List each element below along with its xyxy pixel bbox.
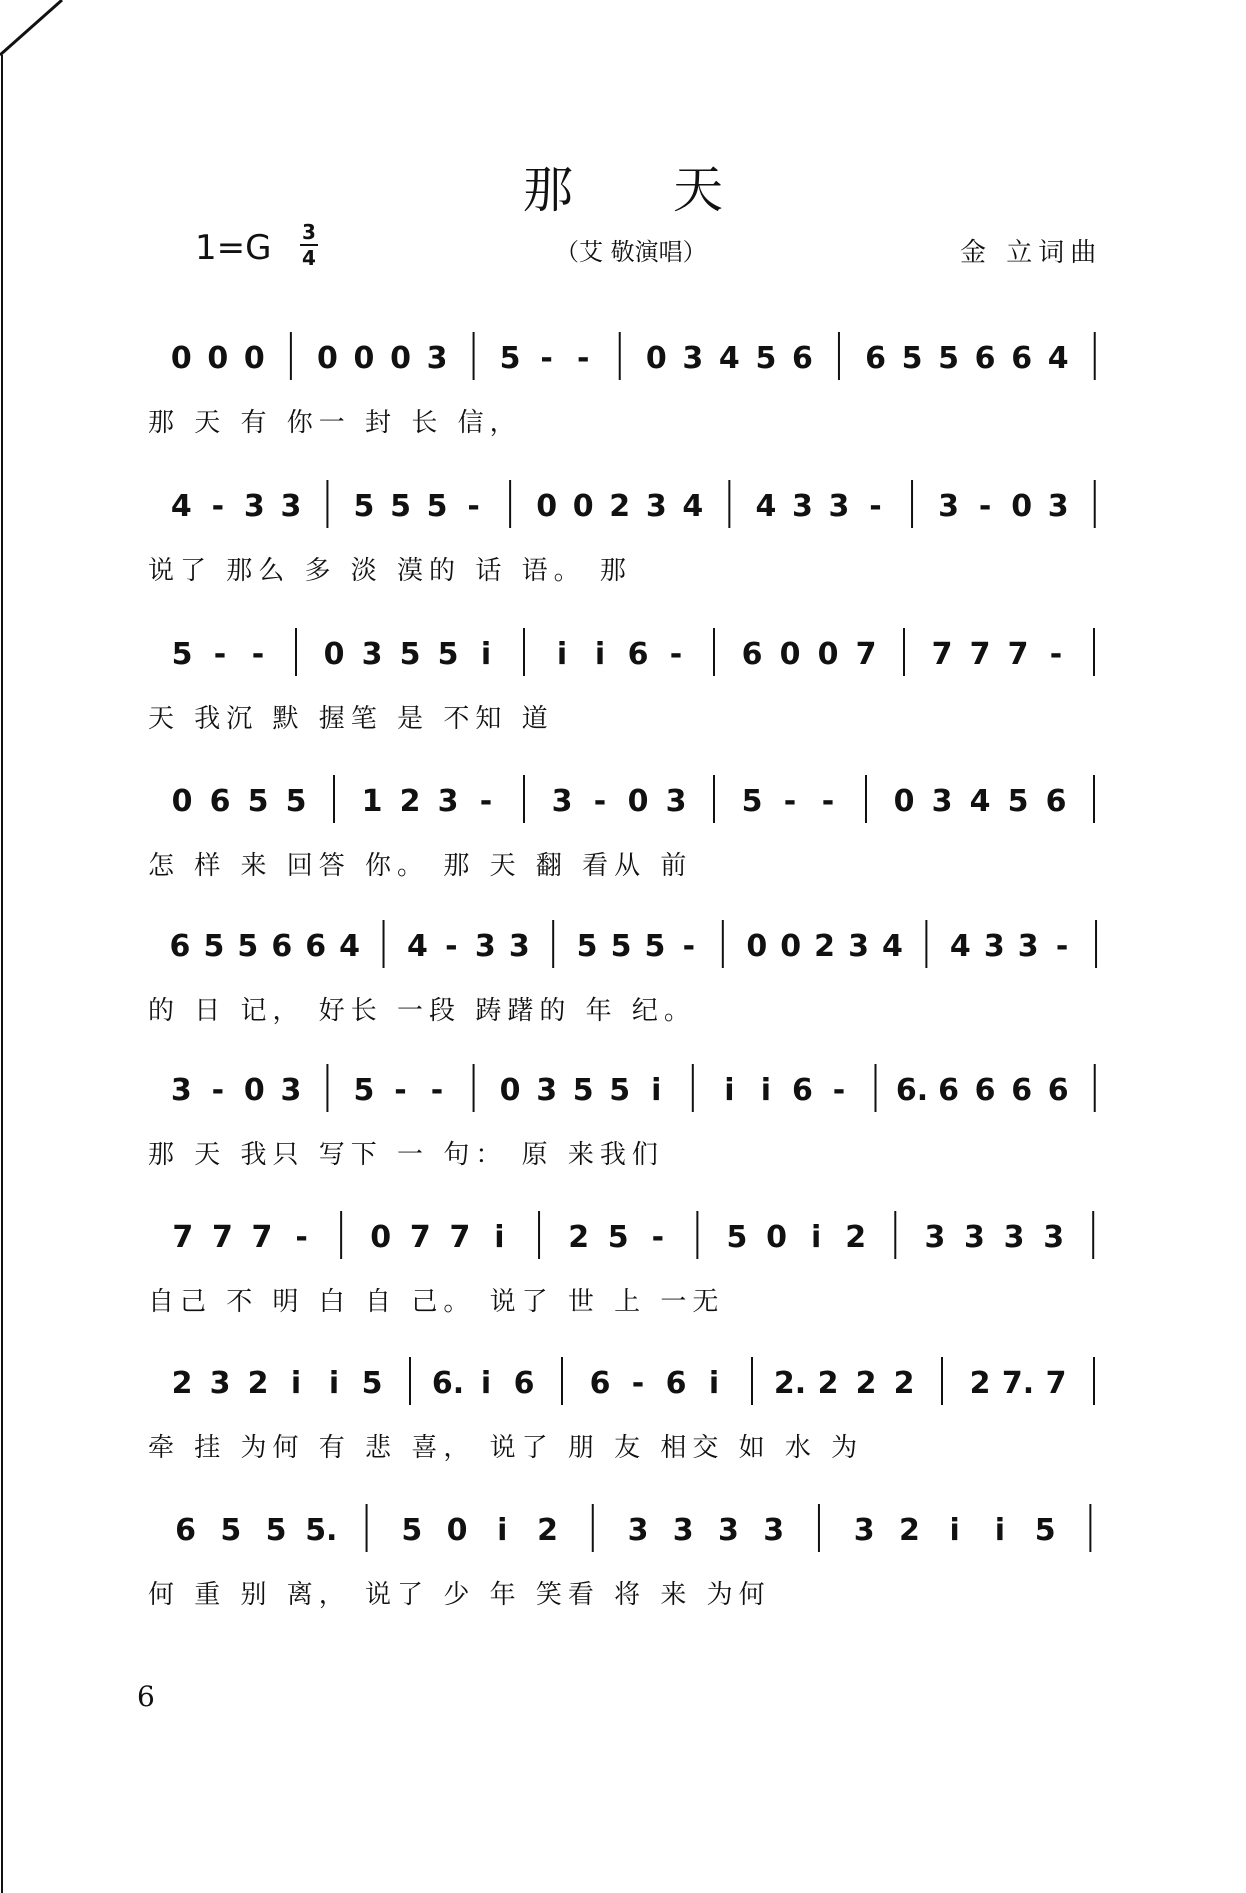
note: 6: [938, 1073, 960, 1108]
note: 6: [589, 1366, 611, 1401]
note: 0: [390, 341, 411, 376]
note: 5: [644, 929, 666, 964]
note: 3: [474, 929, 496, 964]
note: -: [978, 489, 992, 524]
score-system: [0, 1052, 1246, 1202]
note: 5: [361, 1366, 383, 1401]
note: 0: [893, 784, 915, 819]
note: 5: [220, 1513, 242, 1548]
note: 7: [172, 1220, 194, 1255]
note: 5: [399, 637, 421, 672]
note: 0: [499, 1073, 521, 1108]
note: 5: [938, 341, 960, 376]
note: 7: [1045, 1366, 1067, 1401]
note: -: [593, 784, 607, 819]
note: 6: [305, 929, 327, 964]
song-title: 那天: [523, 161, 823, 219]
note: -: [832, 1073, 846, 1108]
note: -: [540, 341, 553, 376]
notation-line: [163, 616, 1113, 686]
note: 1: [361, 784, 383, 819]
key-signature: 1=G: [195, 228, 272, 268]
note: 6: [271, 929, 293, 964]
note: 2: [247, 1366, 269, 1401]
note: -: [783, 784, 797, 819]
note: -: [869, 489, 882, 524]
note: 6: [175, 1513, 197, 1548]
note: 3: [672, 1513, 694, 1548]
note: i: [494, 1220, 505, 1255]
note: i: [328, 1366, 340, 1401]
note: 7: [449, 1220, 471, 1255]
note: 3: [645, 489, 667, 524]
note: 2: [399, 784, 421, 819]
note: 4: [339, 929, 361, 964]
note: -: [251, 637, 265, 672]
note: 3: [718, 1513, 739, 1548]
note: 3: [924, 1220, 946, 1255]
note: 0: [353, 341, 375, 376]
note: 3: [665, 784, 687, 819]
note: 0: [323, 637, 345, 672]
notation-line: [163, 468, 1113, 538]
note: 5: [576, 929, 598, 964]
note: i: [497, 1513, 508, 1548]
note: 4: [407, 929, 428, 964]
score-system: [0, 763, 1246, 913]
note: 7: [1007, 637, 1029, 672]
note: 2.: [773, 1366, 807, 1401]
note: 0: [207, 341, 229, 376]
notation-line: [163, 763, 1113, 833]
note: i: [724, 1073, 735, 1108]
note: 7.: [1001, 1366, 1035, 1401]
score-system: [0, 320, 1246, 470]
note: i: [556, 637, 568, 672]
note: 4: [718, 341, 740, 376]
lyricist-composer-credit: 金 立词曲: [960, 238, 1103, 268]
note: i: [949, 1513, 960, 1548]
note: 0: [170, 341, 192, 376]
note: 4: [755, 489, 777, 524]
note: i: [594, 637, 606, 672]
note: 2: [814, 929, 836, 964]
note: i: [480, 637, 492, 672]
note: 0: [243, 1073, 265, 1108]
note: 0: [572, 489, 594, 524]
note: 5.: [305, 1513, 338, 1548]
note: 6: [865, 341, 886, 376]
note: -: [576, 341, 590, 376]
note: 2: [817, 1366, 839, 1401]
note: 3: [931, 784, 953, 819]
note: 3: [627, 1513, 649, 1548]
note: 5: [203, 929, 225, 964]
note: -: [213, 637, 227, 672]
note: 5: [171, 637, 193, 672]
note: -: [669, 637, 683, 672]
note: 0: [645, 341, 667, 376]
note: 6: [1045, 784, 1067, 819]
lyrics-line: 何 重 别 离， 说了 少 年 笑看 将 来 为何: [148, 1580, 771, 1610]
note: i: [708, 1366, 720, 1401]
notation-line: [163, 1052, 1113, 1122]
notation-line: [163, 320, 1113, 390]
note: 2: [171, 1366, 193, 1401]
note: -: [445, 929, 458, 964]
note: 2: [609, 489, 631, 524]
note: 5: [609, 1073, 631, 1108]
note: 7: [969, 637, 991, 672]
note: 7: [211, 1220, 233, 1255]
note: 4: [682, 489, 704, 524]
note: 5: [726, 1220, 748, 1255]
note: 3: [1047, 489, 1069, 524]
note: 5: [401, 1513, 423, 1548]
score-system: [0, 1199, 1246, 1349]
lyrics-line: 那 天 我只 写下 一 句： 原 来我们: [148, 1140, 664, 1170]
lyrics-line: 那 天 有 你一 封 长 信，: [148, 408, 522, 438]
note: 3: [1017, 929, 1039, 964]
lyrics-line: 说了 那么 多 淡 漠的 话 语。 那: [148, 556, 632, 586]
note: 6: [1047, 1073, 1069, 1108]
note: 0: [316, 341, 338, 376]
note: 5: [237, 929, 259, 964]
note: 5: [353, 489, 375, 524]
note: 0: [171, 784, 193, 819]
note: 6: [791, 1073, 813, 1108]
note: 3: [280, 1073, 302, 1108]
note: 0: [627, 784, 649, 819]
notation-line: [163, 908, 1113, 978]
note: -: [394, 1073, 407, 1108]
note: 5: [572, 1073, 594, 1108]
note: i: [651, 1073, 662, 1108]
note: -: [682, 929, 696, 964]
note: -: [479, 784, 493, 819]
lyrics-line: 自己 不 明 白 自 己。 说了 世 上 一无: [148, 1287, 725, 1317]
note: 6: [1011, 341, 1033, 376]
note: 6: [665, 1366, 687, 1401]
note: 3: [964, 1220, 985, 1255]
note: i: [480, 1366, 492, 1401]
score-system: [0, 616, 1246, 766]
note: 5: [247, 784, 269, 819]
note: 3: [426, 341, 448, 376]
note: i: [290, 1366, 302, 1401]
note: 7: [931, 637, 953, 672]
note: i: [760, 1073, 772, 1108]
note: -: [631, 1366, 645, 1401]
note: -: [211, 489, 225, 524]
score-system: [0, 908, 1246, 1058]
note: 5: [741, 784, 763, 819]
note: 6: [513, 1366, 535, 1401]
note: 0: [1011, 489, 1033, 524]
note: 5: [353, 1073, 375, 1108]
note: 2: [855, 1366, 877, 1401]
note: 6: [974, 341, 996, 376]
score-system: [0, 1345, 1246, 1495]
note: 5: [499, 341, 521, 376]
note: 3: [791, 489, 813, 524]
note: 6: [974, 1073, 996, 1108]
lyrics-line: 牵 挂 为何 有 悲 喜， 说了 朋 友 相交 如 水 为: [148, 1433, 864, 1463]
note: 3: [280, 489, 302, 524]
note: 6.: [431, 1366, 465, 1401]
note: 6: [791, 341, 813, 376]
note: 0: [766, 1220, 787, 1255]
note: -: [467, 489, 480, 524]
note: 4: [949, 929, 971, 964]
note: 5: [265, 1513, 287, 1548]
note: 0: [780, 929, 802, 964]
note: 6: [209, 784, 231, 819]
note: 5: [426, 489, 448, 524]
note: -: [430, 1073, 444, 1108]
note: i: [994, 1513, 1006, 1548]
note: 5: [610, 929, 632, 964]
note: 2: [898, 1513, 920, 1548]
note: 2: [537, 1513, 558, 1548]
note: 5: [285, 784, 307, 819]
note: -: [651, 1220, 665, 1255]
note: 3: [361, 637, 383, 672]
lyrics-line: 天 我沉 默 握笔 是 不知 道: [148, 704, 554, 734]
score-system: [0, 468, 1246, 618]
note: 2: [845, 1220, 867, 1255]
note: 3: [536, 1073, 558, 1108]
note: 3: [209, 1366, 231, 1401]
note: 3: [763, 1513, 785, 1548]
note: -: [211, 1073, 225, 1108]
note: 6.: [895, 1073, 929, 1108]
note: 4: [170, 489, 192, 524]
note: 7: [409, 1220, 431, 1255]
note: 5: [1034, 1513, 1056, 1548]
note: 3: [1003, 1220, 1025, 1255]
note: 3: [853, 1513, 875, 1548]
note: 5: [607, 1220, 629, 1255]
note: 3: [551, 784, 573, 819]
note: 6: [741, 637, 763, 672]
notation-line: [163, 1492, 1113, 1562]
note: -: [1049, 637, 1063, 672]
note: 3: [170, 1073, 192, 1108]
note: 3: [848, 929, 869, 964]
note: 5: [390, 489, 411, 524]
note: 3: [1043, 1220, 1065, 1255]
lyrics-line: 的 日 记， 好长 一段 踌躇的 年 纪。: [148, 996, 696, 1026]
note: 0: [446, 1513, 468, 1548]
note: 0: [817, 637, 839, 672]
time-signature-top: 3: [302, 220, 316, 244]
time-signature: [300, 220, 318, 270]
note: 3: [682, 341, 704, 376]
note: 6: [1011, 1073, 1033, 1108]
note: 3: [983, 929, 1005, 964]
note: 0: [746, 929, 768, 964]
lyrics-line: 怎 样 来 回答 你。 那 天 翻 看从 前: [148, 851, 693, 881]
score-system: [0, 1492, 1246, 1642]
note: 4: [1047, 341, 1069, 376]
performer-credit: （艾 敬演唱）: [555, 238, 707, 266]
note: 0: [370, 1220, 392, 1255]
note: 5: [901, 341, 923, 376]
note: 3: [828, 489, 850, 524]
note: 6: [627, 637, 649, 672]
note: 7: [251, 1220, 273, 1255]
note: 6: [169, 929, 191, 964]
note: 4: [969, 784, 991, 819]
notation-line: [163, 1199, 1113, 1269]
note: 5: [755, 341, 777, 376]
note: 3: [243, 489, 265, 524]
note: 2: [969, 1366, 991, 1401]
notation-line: [163, 1345, 1113, 1415]
note: -: [821, 784, 835, 819]
note: 3: [437, 784, 459, 819]
note: 2: [568, 1220, 590, 1255]
note: 7: [855, 637, 877, 672]
note: -: [295, 1220, 308, 1255]
note: -: [1055, 929, 1069, 964]
time-signature-bottom: 4: [302, 246, 316, 270]
note: 3: [938, 489, 960, 524]
note: 5: [437, 637, 459, 672]
page-number: 6: [137, 1680, 155, 1713]
note: 0: [243, 341, 265, 376]
note: 0: [779, 637, 801, 672]
note: 3: [508, 929, 530, 964]
note: 0: [536, 489, 558, 524]
note: i: [810, 1220, 822, 1255]
note: 2: [893, 1366, 915, 1401]
note: 4: [882, 929, 903, 964]
note: 5: [1007, 784, 1029, 819]
